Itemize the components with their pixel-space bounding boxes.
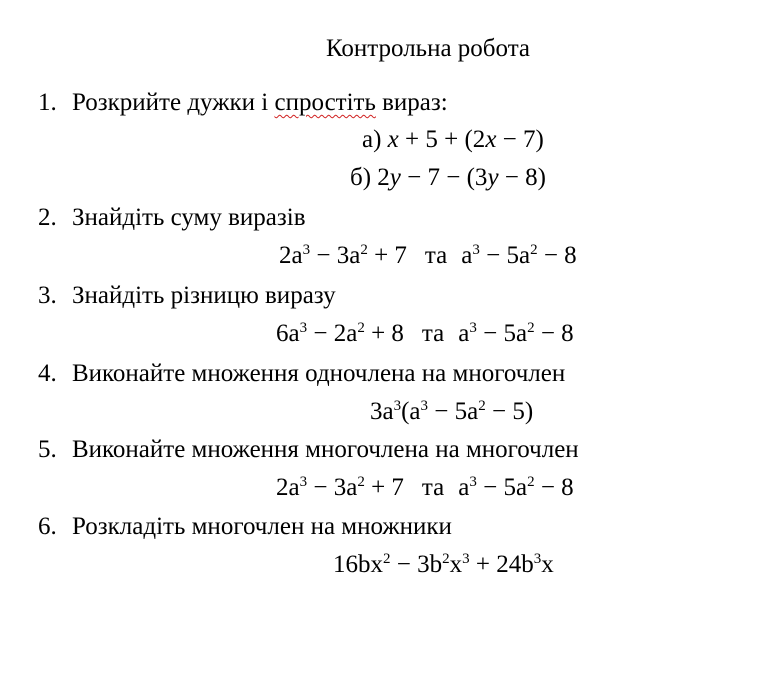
formula-2: $2a^3 - 3a^2 + 7$ та $a^3 - 5a^2 - 8$ <box>279 242 577 269</box>
task-number: 5. <box>38 436 57 463</box>
task-number: 4. <box>38 360 57 387</box>
task-number: 1. <box>38 89 57 116</box>
task-text: Виконайте множення многочлена на многочлен <box>72 436 579 463</box>
formula-5: $2a^3 - 3a^2 + 7$ та $a^3 - 5a^2 - 8$ <box>276 474 574 501</box>
formula-1a: а) x + 5 + (2x − 7) <box>362 126 544 153</box>
task-3 <box>38 280 336 312</box>
task-text: Розкладіть многочлен на множники <box>72 513 452 540</box>
formula-4: $3a^3(a^3 - 5a^2 - 5)$ <box>370 398 534 425</box>
formula-3: $6a^3 - 2a^2 + 8$ та $a^3 - 5a^2 - 8$ <box>276 320 574 347</box>
formula-1b: б) 2y − 7 − (3y − 8) <box>350 164 546 191</box>
task-2 <box>38 202 306 234</box>
task-number: 3. <box>38 282 57 309</box>
task-text: Знайдіть різницю виразу <box>72 282 336 309</box>
task-1 <box>38 87 448 119</box>
task-text: Розкрийте дужки і спростіть вираз: <box>72 89 448 116</box>
connector: та <box>424 242 448 269</box>
page-title: Контрольна робота <box>326 35 531 62</box>
formula-6: $16bx^2 - 3b^2x^3 + 24b^3x$ <box>333 551 554 578</box>
task-number: 2. <box>38 204 57 231</box>
task-text: Виконайте множення одночлена на многочлен <box>72 360 566 387</box>
task-6 <box>38 511 452 543</box>
task-5 <box>38 434 579 466</box>
spellcheck-underlined-word: спростіть <box>274 89 376 116</box>
connector: та <box>421 474 445 501</box>
task-text: Знайдіть суму виразів <box>72 204 306 231</box>
connector: та <box>421 320 445 347</box>
task-4 <box>38 358 565 390</box>
task-number: 6. <box>38 513 57 540</box>
